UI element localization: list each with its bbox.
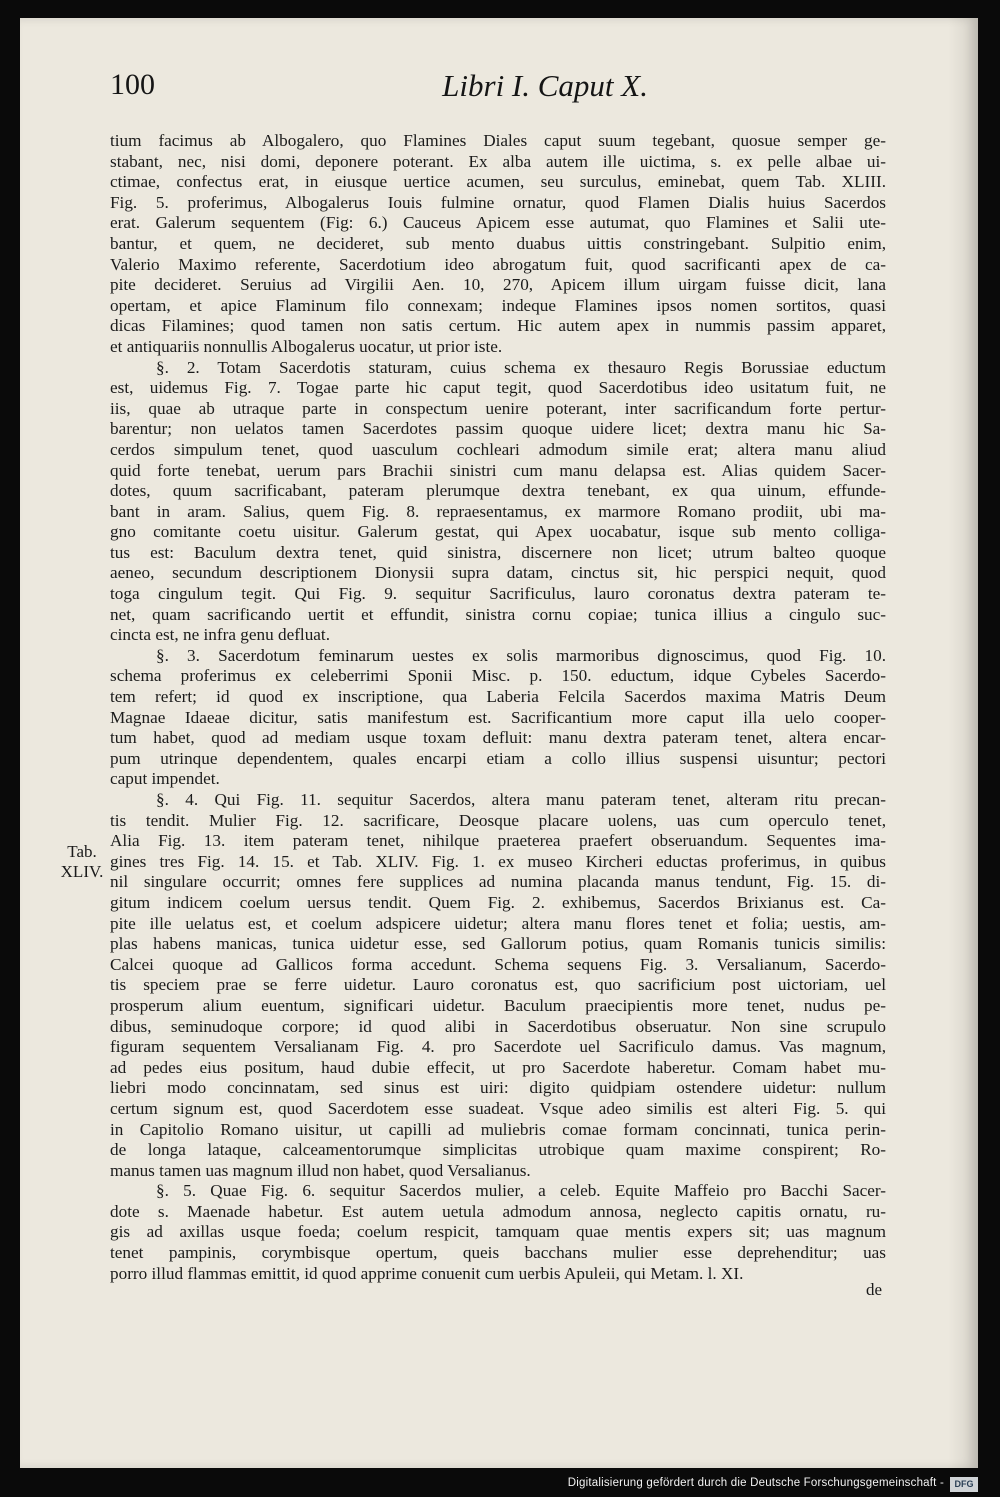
text-line: figuram sequentem Versalianam Fig. 4. pro Sacerdote uel Sacrificulo damus. Vas magnum,: [110, 1037, 886, 1057]
text-line: quid forte tenebat, uerum pars Brachii sinistri cum manu delapsa est. Alias quidem Sacer-: [110, 460, 886, 480]
text-line: porro illud flammas emittit, id quod apprime conuenit cum uerbis Apuleii, qui Metam. l. XI.: [110, 1263, 744, 1283]
text-line: iis, quae ab utraque parte in conspectum uenire poterant, inter sacrificandum forte pertur-: [110, 398, 886, 418]
text-line: opertam, et apice Flaminum filo connexam; indeque Flamines ipsos nomen sortitos, quasi: [110, 295, 886, 315]
text-line: barentur; non uelatos tamen Sacerdotes passim quoque uidere licet; dextra manu hic Sa-: [110, 419, 886, 439]
text-line: Magnae Idaeae dicitur, satis manifestum est. Sacrificantium more caput illa uelo cooper-: [110, 707, 886, 727]
text-line: tenet pampinis, corymbisque opertum, queis bacchans mulier esse deprehenditur; uas: [110, 1243, 886, 1263]
text-line: ctimae, confectus erat, in eiusque uertice acumen, seu surculus, eminebat, quem Tab. XLIII.: [110, 172, 886, 192]
text-line: bantur, et quem, ne decideret, sub mento duabus uittis constringebant. Sulpitio enim,: [110, 233, 886, 253]
text-line: prosperum alium euentum, significari uidetur. Baculum praecipientis more tenet, nudus pe-: [110, 995, 886, 1015]
text-line: cincta est, ne infra genu defluat.: [110, 625, 330, 645]
dfg-logo: DFG: [950, 1477, 978, 1492]
text-line: §. 3. Sacerdotum feminarum uestes ex solis marmoribus dignoscimus, quod Fig. 10.: [156, 645, 886, 665]
text-line: stabant, nec, nisi domi, deponere poterant. Ex alba autem ille uictima, s. ex pelle albae ui-: [110, 151, 886, 171]
text-line: Fig. 5. proferimus, Albogalerus Iouis fulmine ornatur, quod Flamen Dialis huius Sacerdos: [110, 192, 886, 212]
body-text: [110, 131, 886, 1284]
text-line: tis speciem prae se ferre uidetur. Lauro coronatus est, quo sacrificium post uictoriam, uel: [110, 975, 886, 995]
margin-note: [52, 842, 112, 882]
text-line: de longa lataque, calceamentorumque simplicitas utrobique quam maxime conspirent; Ro-: [110, 1140, 886, 1160]
text-line: bant in aram. Salius, quem Fig. 8. repraesentamus, ex marmore Romano prodiit, ubi ma-: [110, 501, 886, 521]
running-title: Libri I. Caput X.: [442, 68, 648, 103]
text-line: plas habens manicas, tunica uidetur esse, sed Gallorum potius, quam Romanis tunicis similis:: [110, 934, 886, 954]
catchword: de: [866, 1280, 883, 1299]
margin-note-line: XLIV.: [60, 862, 104, 881]
text-line: manus tamen uas magnum illud non habet, quod Versalianus.: [110, 1160, 531, 1180]
text-line: caput impendet.: [110, 769, 220, 789]
text-line: tis tendit. Mulier Fig. 12. sacrificare, Deosque placare uolens, uas cum operculo tenet,: [110, 810, 886, 830]
text-line: §. 2. Totam Sacerdotis staturam, cuius schema ex thesauro Regis Borussiae eductum: [156, 357, 886, 377]
text-line: cerdos simpulum tenet, quod uasculum cochleari admodum simile erat; altera manu aliud: [110, 439, 886, 459]
text-line: et antiquariis nonnullis Albogalerus uocatur, ut prior iste.: [110, 336, 503, 356]
page-number: 100: [110, 68, 155, 101]
paragraph: [110, 790, 886, 1181]
paragraph: [110, 358, 886, 646]
text-line: gines tres Fig. 14. 15. et Tab. XLIV. Fig. 1. ex museo Kircheri eductas proferimus, in quibus: [110, 851, 886, 871]
paragraph: [110, 131, 886, 358]
footer-credit: Digitalisierung gefördert durch die Deutsche Forschungsgemeinschaft -: [567, 1477, 944, 1489]
text-line: Alia Fig. 13. item pateram tenet, nihilque praeterea praefert obseruandum. Sequentes ima-: [110, 831, 886, 851]
text-line: gitum indicem coelum uersus tendit. Quem Fig. 2. exhibemus, Sacerdos Brixianus est. Ca-: [110, 892, 886, 912]
text-line: est, uidemus Fig. 7. Togae parte hic caput tegit, quod Sacerdotibus ideo usitatum fuit, ne: [110, 378, 886, 398]
text-line: dotes, quum sacrificabant, pateram plerumque dextra tenebant, ex qua uinum, effunde-: [110, 481, 886, 501]
text-line: tium facimus ab Albogalero, quo Flamines Diales caput suum tegebant, quosue semper ge-: [110, 131, 886, 150]
text-line: pite ille uelatus est, et coelum adspicere uidetur; altera manu flores tenet et folia; uestis, am-: [110, 913, 886, 933]
digitization-footer: [0, 1474, 1000, 1497]
text-line: pum utrinque dependentem, quales encarpi etiam a collo illius suspensi uisuntur; pectori: [110, 748, 886, 768]
text-line: erat. Galerum sequentem (Fig: 6.) Cauceus Apicem esse autumat, quo Flamines et Salii ute-: [110, 213, 886, 233]
text-line: liebri modo concinnatam, sed sinus est uiri: digito quidpiam ostendere uidetur: nullum: [110, 1078, 886, 1098]
text-line: ad pedes eius positum, haud dubie effecit, ut pro Sacerdote haberetur. Comam habet mu-: [110, 1057, 886, 1077]
text-line: aeneo, secundum descriptionem Dionysii supra datam, cinctus sit, hic perspici nequit, quod: [110, 563, 886, 583]
text-line: tum habet, quod ad mediam usque toxam defluit: manu dextra pateram tenet, altera encar-: [110, 728, 886, 748]
text-line: gno comitante coetu uisitur. Galerum gestat, qui Apex uocabatur, isque sub mento colliga-: [110, 522, 886, 542]
text-line: dicas Filamines; quod tamen non satis certum. Hic autem apex in nummis passim apparet,: [110, 316, 886, 336]
text-line: §. 5. Quae Fig. 6. sequitur Sacerdos mulier, a celeb. Equite Maffeio pro Bacchi Sacer-: [156, 1181, 886, 1201]
text-line: schema proferimus ex celeberrimi Sponii Misc. p. 150. eductum, idque Cybeles Sacerdo-: [110, 666, 886, 686]
paragraph: [110, 1181, 886, 1284]
text-line: in Capitolio Romano uisitur, ut capilli ad muliebris comae formam concinnati, tunica perin-: [110, 1119, 886, 1139]
text-line: tem refert; id quod ex inscriptione, qua Laberia Felcila Sacerdos maxima Matris Deum: [110, 687, 886, 707]
margin-note-line: Tab.: [67, 842, 97, 861]
text-line: net, quam sacrificando uertit et effundit, sinistra cornu copiae; tunica illius a cingulo suc-: [110, 604, 886, 624]
text-line: nil singulare occurrit; omnes fere supplices ad numina placanda manus tendunt, Fig. 15. di-: [110, 872, 886, 892]
text-line: certum signum est, quod Sacerdotem esse suadeat. Vsque adeo similis est alteri Fig. 5. qui: [110, 1098, 886, 1118]
page-header: [110, 68, 648, 108]
page-gutter-shade: [948, 18, 978, 1468]
text-line: tus est: Baculum dextra tenet, quid sinistra, discernere non licet; utrum balteo quoque: [110, 542, 886, 562]
text-line: §. 4. Qui Fig. 11. sequitur Sacerdos, altera manu pateram tenet, alteram ritu precan-: [156, 790, 886, 809]
text-line: gis ad axillas usque foeda; coelum respicit, tamquam quae mentis expers sit; uas magnum: [110, 1222, 886, 1242]
text-line: pite decideret. Seruius ad Virgilii Aen. 10, 270, Apicem illum uirgam fuisse dicit, lana: [110, 275, 886, 295]
text-line: Calcei quoque ad Gallicos forma accedunt. Schema sequens Fig. 3. Versalianum, Sacerdo-: [110, 954, 886, 974]
text-line: dote s. Maenade habetur. Est autem uetula admodum annosa, neglecto capitis ornatu, ru-: [110, 1201, 886, 1221]
text-line: toga cingulum tegit. Qui Fig. 9. sequitur Sacrificulus, lauro coronatus dextra pateram te-: [110, 584, 886, 604]
paragraph: [110, 646, 886, 790]
text-line: Valerio Maximo referente, Sacerdotium ideo abrogatum fuit, quod sacrificanti apex de ca-: [110, 254, 886, 274]
text-line: dibus, seminudoque corpore; id quod alibi in Sacerdotibus obseruatur. Non sine scrupulo: [110, 1016, 886, 1036]
